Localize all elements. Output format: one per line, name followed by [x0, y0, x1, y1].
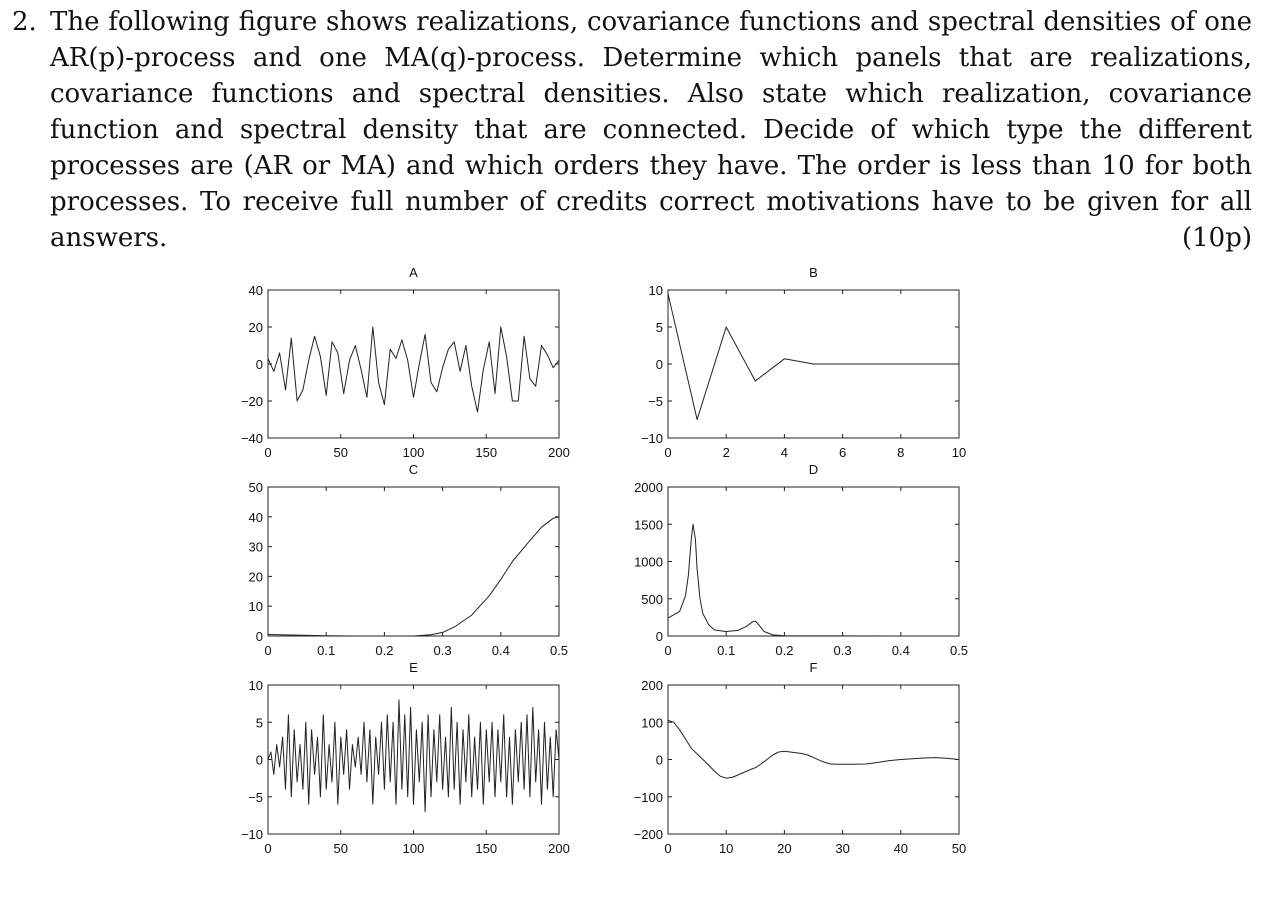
panel-f-ytick-label: 100 [641, 715, 663, 731]
panel-c-ytick-label: 0 [255, 629, 263, 644]
panel-c-ytick-label: 50 [248, 480, 263, 495]
panel-b-ytick-label: 5 [655, 320, 663, 335]
panel-e [241, 660, 570, 856]
panel-f-ytick-label: −200 [633, 827, 663, 842]
panel-c-frame [268, 487, 559, 636]
question-body: The following figure shows realizations, covariance functions and spectral densities of one AR(p)-process and one MA(q)-process. Determine which panels that are realizations, covariance functions and spectral densities. Also state which realization, covariance function and spectral density that are connected. Decide of which type the different processes are (AR or MA) and which orders they have. The order is less than 10 for both processes. To receive full number of credits correct motivations have to be given for all answers. [50, 7, 1252, 253]
panel-d-xtick-label: 0.4 [891, 643, 910, 658]
panel-c-xtick-label: 0.1 [317, 643, 336, 658]
panel-c-xtick-label: 0.5 [549, 643, 569, 658]
panel-a-title: A [409, 265, 418, 280]
panel-a-xtick-label: 100 [402, 445, 425, 460]
panel-b-xtick-label: 8 [897, 445, 905, 460]
panel-c-xtick-label: 0.2 [375, 643, 394, 658]
panel-e-frame [268, 685, 559, 834]
panel-f-ytick-label: 0 [655, 752, 663, 768]
panel-e-ytick-label: −5 [248, 789, 263, 805]
panel-b-ytick-label: −10 [640, 431, 663, 446]
panel-d-ytick-label: 500 [641, 591, 663, 607]
panel-f-xtick-label: 40 [893, 841, 909, 856]
panel-f-xtick-label: 0 [664, 841, 672, 856]
panel-c [249, 462, 569, 658]
panel-e-xtick-label: 200 [548, 841, 570, 856]
panel-b-ytick-label: −5 [648, 394, 663, 409]
panel-f-xtick-label: 10 [718, 841, 734, 856]
panel-a-frame [268, 290, 559, 438]
panel-d-xtick-label: 0.3 [833, 643, 852, 658]
panel-f-xtick-label: 50 [951, 841, 967, 856]
panel-e-ytick-label: 5 [255, 715, 263, 731]
panel-d-xtick-label: 0.1 [717, 643, 736, 658]
panel-a-ytick-label: 20 [248, 320, 263, 335]
panel-c-xtick-label: 0.4 [491, 643, 510, 658]
panel-b-xtick-label: 0 [664, 445, 672, 460]
panel-b-xtick-label: 4 [780, 445, 789, 460]
panel-a-ytick-label: 40 [248, 283, 263, 298]
panel-c-ytick-label: 20 [248, 569, 263, 585]
panel-d-ytick-label: 1000 [634, 554, 663, 570]
panel-e-title: E [409, 660, 418, 675]
panel-f-xtick-label: 30 [835, 841, 850, 856]
panel-c-ytick-label: 10 [248, 599, 263, 615]
panel-a-ytick-label: −20 [240, 394, 263, 409]
panel-c-ytick-label: 40 [248, 509, 263, 525]
panel-b [641, 265, 966, 460]
panel-b-xtick-label: 6 [838, 445, 847, 460]
question-number: 2. [12, 7, 37, 37]
panel-d-series-line [668, 524, 959, 636]
panel-a-xtick-label: 0 [264, 445, 272, 460]
panel-a-ytick-label: 0 [255, 357, 263, 372]
panel-a-ytick-label: −40 [240, 431, 263, 446]
panel-c-xtick-label: 0 [264, 643, 272, 658]
panel-d-xtick-label: 0.5 [949, 643, 969, 658]
panel-f-xtick-label: 20 [777, 841, 792, 856]
panel-d-xtick-label: 0.2 [775, 643, 794, 658]
panel-e-xtick-label: 50 [333, 841, 348, 856]
panel-a-xtick-label: 50 [333, 445, 348, 460]
panel-a-xtick-label: 200 [548, 445, 570, 460]
panel-f-frame [668, 685, 959, 834]
panel-c-series-line [268, 517, 559, 636]
panel-f-title: F [809, 660, 818, 675]
panel-e-ytick-label: 0 [255, 752, 263, 768]
panel-a [241, 265, 570, 460]
question-points: (10p) [1181, 223, 1252, 253]
panel-d-ytick-label: 0 [655, 629, 663, 644]
panel-d-frame [668, 487, 959, 636]
panel-e-ytick-label: −10 [240, 827, 263, 842]
panel-d-xtick-label: 0 [664, 643, 672, 658]
panel-b-ytick-label: 0 [655, 357, 663, 372]
panel-c-title: C [408, 462, 419, 477]
panel-e-xtick-label: 150 [475, 841, 498, 856]
panel-f-series-line [668, 720, 959, 778]
panel-e-xtick-label: 100 [402, 841, 425, 856]
panel-b-title: B [809, 265, 818, 280]
panel-e-series-line [268, 700, 559, 812]
panel-d [634, 462, 968, 658]
panel-a-xtick-label: 150 [475, 445, 498, 460]
panel-d-ytick-label: 1500 [634, 517, 663, 533]
panel-f [634, 660, 967, 856]
panel-e-ytick-label: 10 [248, 678, 263, 693]
panel-b-xtick-label: 2 [722, 445, 730, 460]
panel-c-xtick-label: 0.3 [433, 643, 452, 658]
panel-d-ytick-label: 2000 [634, 480, 663, 495]
panel-a-series-line [268, 327, 559, 412]
panel-c-ytick-label: 30 [248, 539, 263, 555]
panel-e-xtick-label: 0 [264, 841, 272, 856]
panel-d-title: D [808, 462, 819, 477]
panel-f-ytick-label: −100 [633, 789, 663, 805]
panel-b-series-line [668, 294, 959, 420]
panel-b-ytick-label: 10 [648, 283, 663, 298]
panel-b-xtick-label: 10 [951, 445, 967, 460]
panel-f-ytick-label: 200 [641, 678, 663, 693]
